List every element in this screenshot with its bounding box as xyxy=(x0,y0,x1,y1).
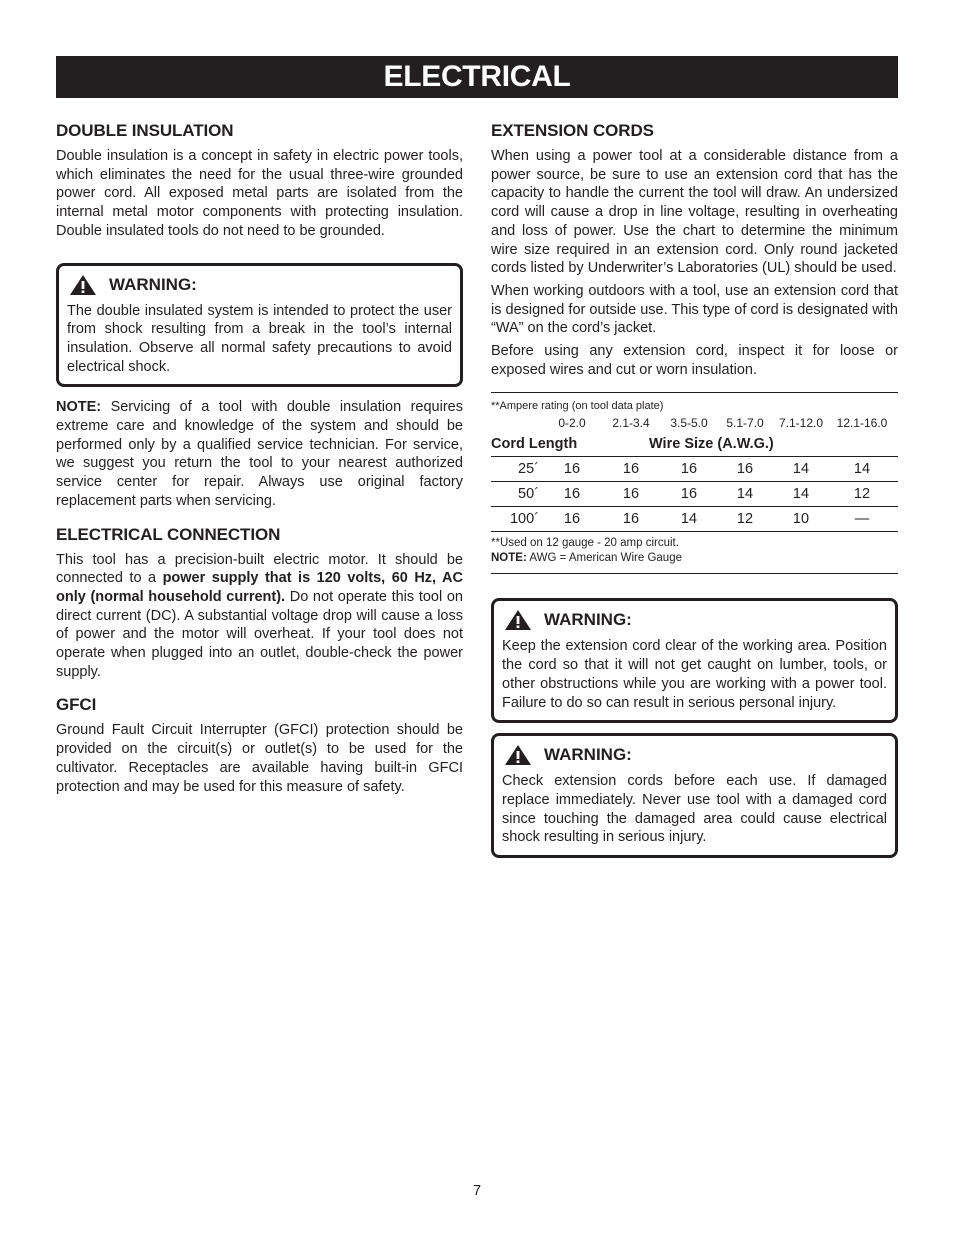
table-row xyxy=(491,482,898,507)
warning-triangle-icon xyxy=(69,274,97,296)
wire-size-cell: 16 xyxy=(622,461,640,478)
warning-header xyxy=(504,744,887,766)
wire-size-cell: 16 xyxy=(563,486,581,503)
electrical-connection-text-part2: Do not operate this tool on direct current (DC). A substantial voltage drop will cause a loss of power and the motor will overheat. If your tool does not operate when plugged into an outlet, double-check the power supply. xyxy=(56,588,463,680)
wire-size-cell: 14 xyxy=(792,461,810,478)
warning-triangle-icon xyxy=(504,609,532,631)
extension-cords-para-3: Before using any extension cord, inspect it for loose or exposed wires and cut or worn insulation. xyxy=(491,343,898,378)
warning-header xyxy=(69,274,452,296)
ampere-range: 2.1-3.4 xyxy=(612,416,650,431)
left-column xyxy=(56,120,463,796)
wire-size-cell: 10 xyxy=(792,511,810,528)
extension-cord-warning-box xyxy=(491,598,898,723)
ampere-range: 12.1-16.0 xyxy=(836,416,888,431)
wire-size-cell: 12 xyxy=(853,486,871,503)
page-number: 7 xyxy=(472,1183,482,1199)
wire-size-cell: 14 xyxy=(680,511,698,528)
table-row xyxy=(491,457,898,482)
table-row xyxy=(491,507,898,532)
warning-triangle-icon xyxy=(504,744,532,766)
wire-size-cell: 16 xyxy=(680,486,698,503)
double-insulation-text: Double insulation is a concept in safety in electric power tools, which eliminates the need for the usual three-wire grounded power cord. All exposed metal parts are isolated from the internal metal motor components with protecting insulation. Double insulated tools do not need to be grounded. xyxy=(56,148,463,239)
double-insulation-heading: DOUBLE INSULATION xyxy=(56,121,234,140)
ampere-rating-note: **Ampere rating (on tool data plate) xyxy=(491,400,664,413)
warning-text: Keep the extension cord clear of the working area. Position the cord so that it will not get caught on lumber, tools, or other obstructions while you are working with a power tool. Failure to do so can result in serious personal injury. xyxy=(502,638,887,711)
ampere-range: 5.1-7.0 xyxy=(726,416,764,431)
electrical-connection-text-part1: This tool has a precision-built electric motor. It should be connected to a xyxy=(56,551,463,587)
note-label: NOTE: xyxy=(56,399,102,416)
table-note-text: AWG = American Wire Gauge xyxy=(526,552,682,565)
warning-text: The double insulated system is intended to protect the user from shock resulting from a break in the tool’s internal insulation. Observe all normal safety precautions to avoid electrical shock. xyxy=(67,302,452,375)
gfci-heading: GFCI xyxy=(56,695,97,715)
table-note-label: NOTE: xyxy=(491,552,527,565)
gfci-text: Ground Fault Circuit Interrupter (GFCI) protection should be provided on the circuit(s) or outlet(s) to be used for the cultivator. Receptacles are available having built-in GFCI protection and may be used for this measure of safety. xyxy=(56,722,463,795)
table-note xyxy=(491,551,898,566)
ampere-ranges-row xyxy=(491,415,898,431)
wire-size-cell: — xyxy=(854,511,870,528)
wire-size-cell: 14 xyxy=(792,486,810,503)
wire-size-cell: 16 xyxy=(563,511,581,528)
warning-label: WARNING: xyxy=(544,745,632,765)
ampere-range: 7.1-12.0 xyxy=(778,416,824,431)
warning-label: WARNING: xyxy=(544,610,632,630)
note-text: Servicing of a tool with double insulation requires extreme care and knowledge of the system and should be performed only by a qualified service technician. For service, we suggest you return the tool to your nearest authorized service center for repair. Always use original factory replacement parts when servicing. xyxy=(56,399,463,509)
table-footnote: **Used on 12 gauge - 20 amp circuit. xyxy=(491,537,679,550)
extension-cords-heading: EXTENSION CORDS xyxy=(491,121,654,140)
cord-length-cell: 50´ xyxy=(518,486,539,503)
warning-text: Check extension cords before each use. If damaged replace immediately. Never use tool with a damaged cord since touching the damaged area could cause electrical shock resulting in serious injury. xyxy=(502,773,887,846)
double-insulation-warning-box xyxy=(56,263,463,388)
wire-size-cell: 16 xyxy=(622,486,640,503)
ampere-range: 0-2.0 xyxy=(558,416,586,431)
wire-size-cell: 16 xyxy=(622,511,640,528)
servicing-note xyxy=(56,398,463,510)
wire-size-cell: 16 xyxy=(563,461,581,478)
electrical-connection-text xyxy=(56,551,463,682)
warning-label: WARNING: xyxy=(109,274,197,294)
cord-length-cell: 25´ xyxy=(518,461,539,478)
warning-header xyxy=(504,609,887,631)
wire-size-header: Wire Size (A.W.G.) xyxy=(649,436,774,453)
power-supply-requirement: power supply that is 120 volts, 60 Hz, AC only (normal household current). xyxy=(56,570,463,605)
wire-size-cell: 14 xyxy=(853,461,871,478)
wire-size-table xyxy=(491,392,898,574)
page-title: ELECTRICAL xyxy=(56,56,898,98)
cord-length-header: Cord Length xyxy=(491,436,578,453)
wire-size-cell: 12 xyxy=(736,511,754,528)
wire-size-cell: 14 xyxy=(736,486,754,503)
right-column xyxy=(491,120,898,858)
electrical-connection-heading: ELECTRICAL CONNECTION xyxy=(56,524,281,544)
wire-size-cell: 16 xyxy=(736,461,754,478)
table-header-row xyxy=(491,432,898,457)
extension-cords-para-1: When using a power tool at a considerable distance from a power source, be sure to use an extension cord that has the capacity to handle the current the tool will draw. An undersized cord will cause a drop in line voltage, resulting in overheating and loss of power. Use the chart to determine the minimum wire size required in an extension cord. Only round jacketed cords listed by Underwriter’s Laboratories (UL) should be used. xyxy=(491,148,898,277)
extension-cords-para-2: When working outdoors with a tool, use an extension cord that is designed for outside use. This type of cord is designated with “WA” on the cord’s jacket. xyxy=(491,282,898,337)
ampere-range: 3.5-5.0 xyxy=(670,416,708,431)
cord-length-cell: 100´ xyxy=(509,511,539,528)
wire-size-cell: 16 xyxy=(680,461,698,478)
cord-inspection-warning-box xyxy=(491,733,898,858)
